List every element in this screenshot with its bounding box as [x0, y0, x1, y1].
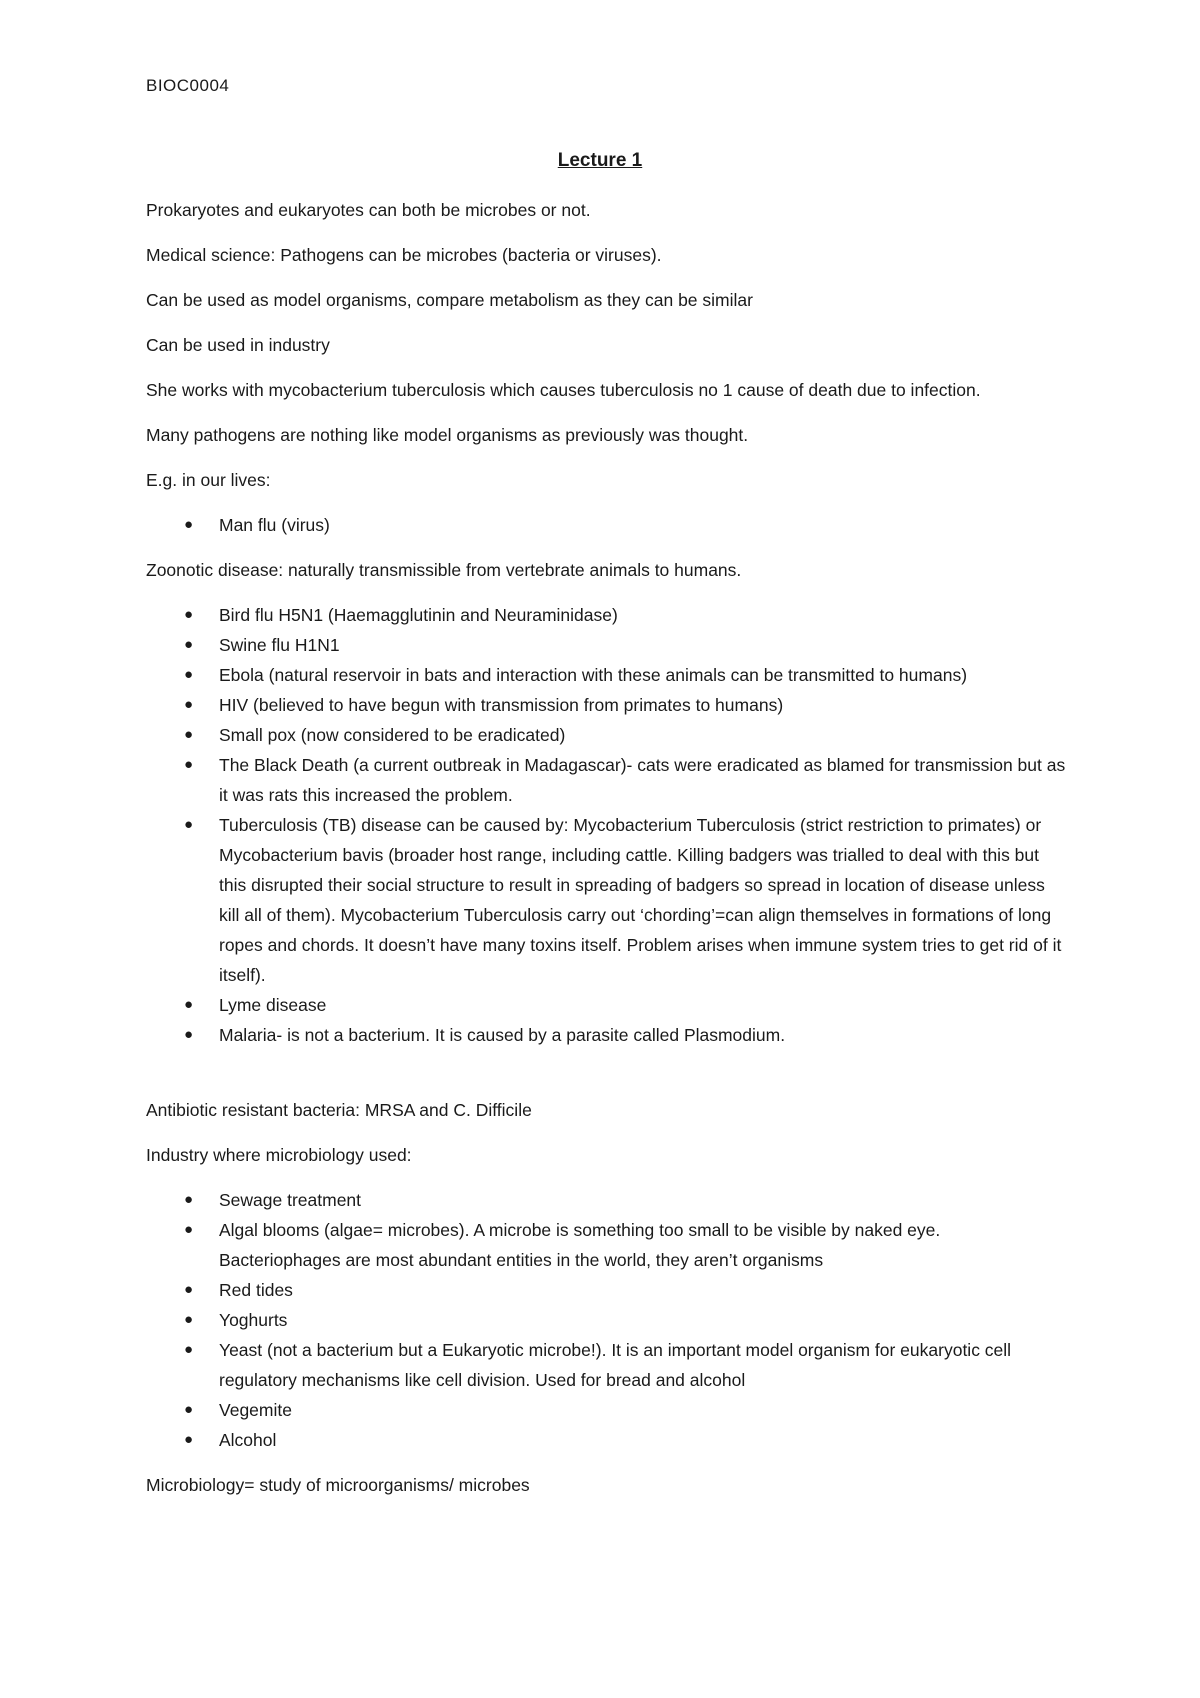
bullet-icon: ●	[184, 1341, 194, 1358]
bullet-icon: ●	[184, 1401, 194, 1418]
bullet-icon: ●	[184, 1221, 194, 1238]
everyday-list	[146, 510, 1066, 540]
list-item: ● Man flu (virus)	[146, 510, 1066, 540]
bullet-icon: ●	[184, 1431, 194, 1448]
paragraph: E.g. in our lives:	[146, 470, 271, 490]
bullet-icon: ●	[184, 726, 194, 743]
spacer	[146, 1065, 1066, 1095]
paragraph: Can be used as model organisms, compare metabolism as they can be similar	[146, 290, 753, 310]
list-item: ● Malaria- is not a bacterium. It is caused by a parasite called Plasmodium.	[146, 1020, 1066, 1050]
document-body	[146, 195, 1066, 1515]
closing-line: Microbiology= study of microorganisms/ microbes	[146, 1475, 530, 1495]
list-item: ● Tuberculosis (TB) disease can be caused by: Mycobacterium Tuberculosis (strict restriction to primates) or Mycobacterium bavis (broader host range, including cattle. Killing badgers was trialled to deal with this but this disrupted their social structure to result in spreading of badgers so spread in location of disease unless kill all of them). Mycobacterium Tuberculosis carry out ‘chording’=can align themselves in formations of long ropes and chords. It doesn’t have many toxins itself. Problem arises when immune system tries to get rid of it itself).	[146, 810, 1066, 990]
list-item: ● Yoghurts	[146, 1305, 1066, 1335]
list-item: ● The Black Death (a current outbreak in Madagascar)- cats were eradicated as blamed for transmission but as it was rats this increased the problem.	[146, 750, 1066, 810]
bullet-icon: ●	[184, 606, 194, 623]
list-item: ● Algal blooms (algae= microbes). A microbe is something too small to be visible by naked eye. Bacteriophages are most abundant entities in the world, they aren’t organisms	[146, 1215, 1066, 1275]
list-item: ● Small pox (now considered to be eradicated)	[146, 720, 1066, 750]
paragraph: Prokaryotes and eukaryotes can both be microbes or not.	[146, 200, 591, 220]
bullet-icon: ●	[184, 996, 194, 1013]
bullet-icon: ●	[184, 636, 194, 653]
bullet-icon: ●	[184, 1281, 194, 1298]
list-item: ● HIV (believed to have begun with transmission from primates to humans)	[146, 690, 1066, 720]
bullet-icon: ●	[184, 1311, 194, 1328]
page-title: Lecture 1	[557, 150, 643, 171]
paragraph: She works with mycobacterium tuberculosis which causes tuberculosis no 1 cause of death due to infection.	[146, 380, 981, 400]
paragraph: Can be used in industry	[146, 335, 330, 355]
zoonotic-heading: Zoonotic disease: naturally transmissible from vertebrate animals to humans.	[146, 560, 742, 580]
list-item: ● Vegemite	[146, 1395, 1066, 1425]
list-item: ● Red tides	[146, 1275, 1066, 1305]
list-item: ● Ebola (natural reservoir in bats and interaction with these animals can be transmitted to humans)	[146, 660, 1066, 690]
course-code: BIOC0004	[146, 76, 230, 95]
bullet-icon: ●	[184, 1026, 194, 1043]
paragraph: Many pathogens are nothing like model organisms as previously was thought.	[146, 425, 749, 445]
bullet-icon: ●	[184, 1191, 194, 1208]
list-item: ● Swine flu H1N1	[146, 630, 1066, 660]
bullet-icon: ●	[184, 816, 194, 833]
list-item: ● Alcohol	[146, 1425, 1066, 1455]
bullet-icon: ●	[184, 696, 194, 713]
paragraph: Medical science: Pathogens can be microbes (bacteria or viruses).	[146, 245, 662, 265]
industry-heading: Industry where microbiology used:	[146, 1145, 412, 1165]
zoonotic-list	[146, 600, 1066, 1050]
list-item: ● Bird flu H5N1 (Haemagglutinin and Neuraminidase)	[146, 600, 1066, 630]
bullet-icon: ●	[184, 666, 194, 683]
list-item: ● Sewage treatment	[146, 1185, 1066, 1215]
list-item: ● Yeast (not a bacterium but a Eukaryotic microbe!). It is an important model organism for eukaryotic cell regulatory mechanisms like cell division. Used for bread and alcohol	[146, 1335, 1066, 1395]
list-item: ● Lyme disease	[146, 990, 1066, 1020]
bullet-icon: ●	[184, 756, 194, 773]
antibiotic-line: Antibiotic resistant bacteria: MRSA and C. Difficile	[146, 1100, 532, 1120]
industry-list	[146, 1185, 1066, 1455]
bullet-icon: ●	[184, 516, 194, 533]
